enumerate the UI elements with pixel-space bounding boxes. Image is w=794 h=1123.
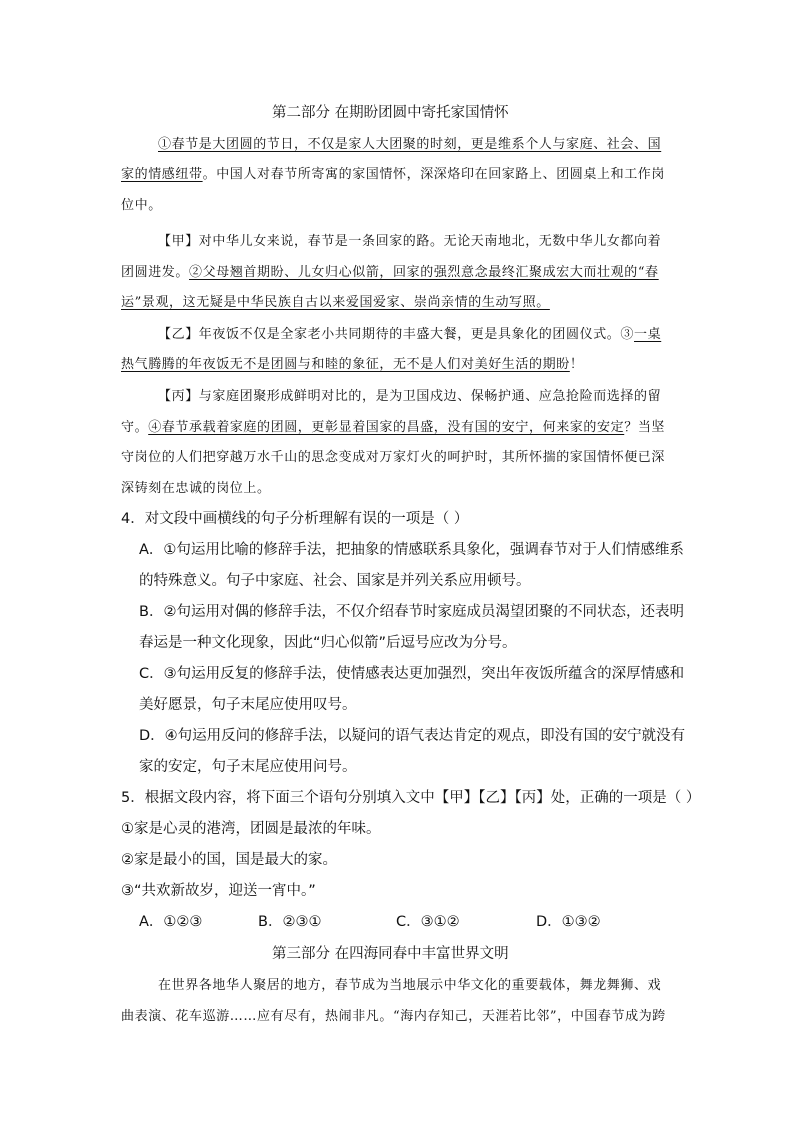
q5-option-a: A．①②③	[139, 914, 203, 930]
q4-option-a-line1: A．①句运用比喻的修辞手法，把抽象的情感联系具象化，强调春节对于人们情感维系	[139, 542, 684, 558]
q4-option-a-line2: 的特殊意义。句子中家庭、社会、国家是并列关系应用顿号。	[139, 573, 531, 589]
p2-line1: 【甲】对中华儿女来说，春节是一条回家的路。无论天南地北，无数中华儿女都向着	[158, 234, 662, 249]
part3-line1: 在世界各地华人聚居的地方，春节成为当地展示中华文化的重要载体，舞龙舞狮、戏	[158, 978, 662, 993]
q5-sentence-2: ②家是最小的国，国是最大的家。	[121, 852, 337, 868]
p4-line4: 深铸刻在忠诚的岗位上。	[121, 481, 271, 496]
underlined-sentence-2-end: 运”景观，这无疑是中华民族自古以来爱国爱家、崇尚亲情的生动写照。	[121, 295, 550, 310]
section-title-part3: 第三部分 在四海同春中丰富世界文明	[272, 946, 509, 962]
p1-line3: 位中。	[121, 198, 162, 213]
q5-option-d: D．①③②	[536, 914, 601, 930]
underlined-sentence-1-end: 家的情感纽带	[121, 167, 203, 182]
underlined-sentence-2: ②父母翘首期盼、儿女归心似箭，回家的强烈意念最终汇聚成宏大而壮观的“春	[189, 265, 659, 280]
section-title-part2: 第二部分 在期盼团圆中寄托家国情怀	[272, 105, 509, 121]
q4-option-d-line2: 家的安定，句子末尾应使用问号。	[139, 759, 357, 775]
q5-sentence-3: ③“共欢新故岁，迎送一宵中。”	[121, 883, 316, 899]
p1-line1	[158, 136, 661, 154]
p1-line2: 家的情感纽带。中国人对春节所寄寓的家国情怀，深深烙印在回家路上、团圆桌上和工作岗	[121, 167, 666, 182]
q5-option-b: B．②③①	[258, 914, 322, 930]
p3-line1: 【乙】年夜饭不仅是全家老小共同期待的丰盛大餐，更是具象化的团圆仪式。③一桌	[158, 327, 662, 342]
q4-option-b-line1: B．②句运用对偶的修辞手法，不仅介绍春节时家庭成员渴望团聚的不同状态，还表明	[139, 604, 684, 620]
underlined-sentence-3: 一桌	[634, 327, 662, 342]
q4-option-d-line1: D．④句运用反问的修辞手法，以疑问的语气表达肯定的观点，即没有国的安宁就没有	[139, 728, 686, 744]
q4-option-b-line2: 春运是一种文化现象，因此“归心似箭”后逗号应改为分号。	[139, 635, 517, 651]
q5-stem: 5．根据文段内容，将下面三个语句分别填入文中【甲】【乙】【丙】处，正确的一项是（ ）	[121, 790, 701, 806]
q4-option-c-line1: C．③句运用反复的修辞手法，使情感表达更加强烈，突出年夜饭所蕴含的深厚情感和	[139, 666, 685, 682]
underlined-sentence-4: ④春节承载着家庭的团圆，更彰显着国家的昌盛，没有国的安宁，何来家的安定	[148, 420, 625, 435]
q5-option-c: C．③①②	[396, 914, 460, 930]
p4-line2: 守。④春节承载着家庭的团圆，更彰显着国家的昌盛，没有国的安宁，何来家的安定？当坚	[121, 420, 666, 435]
p2-line2: 团圆进发。②父母翘首期盼、儿女归心似箭，回家的强烈意念最终汇聚成宏大而壮观的“春	[121, 265, 659, 280]
underlined-sentence-3-end: 热气腾腾的年夜饭无不是团圆与和睦的象征，无不是人们对美好生活的期盼	[121, 357, 570, 372]
q4-option-c-line2: 美好愿景，句子末尾应使用叹号。	[139, 697, 357, 713]
p4-line3: 守岗位的人们把穿越万水千山的思念变成对万家灯火的呵护时，其所怀揣的家国情怀便已深	[121, 450, 666, 465]
q4-stem: 4．对文段中画横线的句子分析理解有误的一项是（ ）	[121, 511, 469, 527]
p3-line2: 热气腾腾的年夜饭无不是团圆与和睦的象征，无不是人们对美好生活的期盼！	[121, 357, 584, 372]
underlined-sentence-1: ①春节是大团圆的节日，不仅是家人大团聚的时刻，更是维系个人与家庭、社会、国	[158, 137, 662, 152]
p4-line1: 【丙】与家庭团聚形成鲜明对比的，是为卫国戍边、保畅护通、应急抢险而选择的留	[158, 389, 662, 404]
p2-line3	[121, 294, 550, 312]
part3-line2: 曲表演、花车巡游……应有尽有，热闹非凡。“海内存知己，天涯若比邻”，中国春节成为跨	[121, 1009, 666, 1024]
q5-sentence-1: ①家是心灵的港湾，团圆是最浓的年味。	[121, 821, 381, 837]
